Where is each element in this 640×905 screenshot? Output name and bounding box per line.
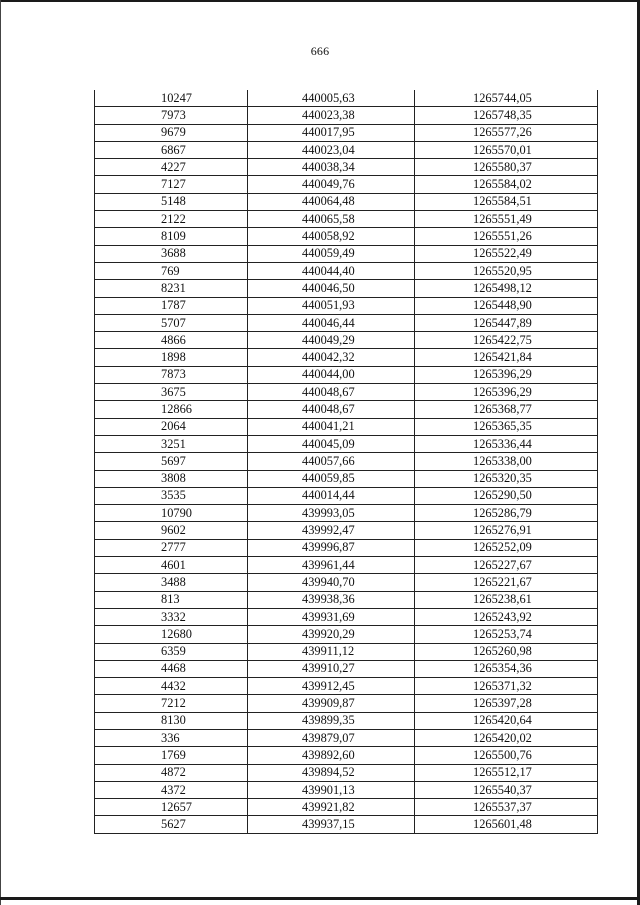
scan-border-left: [0, 0, 1, 905]
point-id-cell: 336: [95, 729, 248, 746]
x-coordinate-cell: 439992,47: [248, 522, 415, 539]
y-coordinate-cell: 1265260,98: [415, 643, 598, 660]
table-row: [95, 539, 598, 556]
point-id-cell: 12657: [95, 799, 248, 816]
y-coordinate-cell: 1265396,29: [415, 384, 598, 401]
table-row: [95, 349, 598, 366]
y-coordinate-cell: 1265744,05: [415, 90, 598, 107]
y-coordinate-cell: 1265551,26: [415, 228, 598, 245]
table-row: [95, 280, 598, 297]
y-coordinate-cell: 1265748,35: [415, 107, 598, 124]
table-row: [95, 401, 598, 418]
table-row: [95, 176, 598, 193]
table-row: [95, 453, 598, 470]
table-row: [95, 107, 598, 124]
x-coordinate-cell: 440048,67: [248, 401, 415, 418]
y-coordinate-cell: 1265520,95: [415, 262, 598, 279]
point-id-cell: 8231: [95, 280, 248, 297]
x-coordinate-cell: 440023,38: [248, 107, 415, 124]
y-coordinate-cell: 1265540,37: [415, 781, 598, 798]
table-row: [95, 660, 598, 677]
x-coordinate-cell: 439938,36: [248, 591, 415, 608]
y-coordinate-cell: 1265276,91: [415, 522, 598, 539]
point-id-cell: 4227: [95, 159, 248, 176]
x-coordinate-cell: 440045,09: [248, 435, 415, 452]
x-coordinate-cell: 440023,04: [248, 141, 415, 158]
x-coordinate-cell: 440038,34: [248, 159, 415, 176]
point-id-cell: 5148: [95, 193, 248, 210]
x-coordinate-cell: 440017,95: [248, 124, 415, 141]
y-coordinate-cell: 1265447,89: [415, 314, 598, 331]
x-coordinate-cell: 440059,49: [248, 245, 415, 262]
point-id-cell: 7212: [95, 695, 248, 712]
point-id-cell: 6359: [95, 643, 248, 660]
y-coordinate-cell: 1265580,37: [415, 159, 598, 176]
table-row: [95, 435, 598, 452]
table-row: [95, 332, 598, 349]
x-coordinate-cell: 440057,66: [248, 453, 415, 470]
y-coordinate-cell: 1265584,51: [415, 193, 598, 210]
table-row: [95, 314, 598, 331]
y-coordinate-cell: 1265371,32: [415, 678, 598, 695]
table-row: [95, 557, 598, 574]
y-coordinate-cell: 1265252,09: [415, 539, 598, 556]
table-row: [95, 193, 598, 210]
y-coordinate-cell: 1265320,35: [415, 470, 598, 487]
x-coordinate-cell: 439910,27: [248, 660, 415, 677]
y-coordinate-cell: 1265227,67: [415, 557, 598, 574]
x-coordinate-cell: 439899,35: [248, 712, 415, 729]
y-coordinate-cell: 1265601,48: [415, 816, 598, 833]
y-coordinate-cell: 1265221,67: [415, 574, 598, 591]
table-row: [95, 159, 598, 176]
point-id-cell: 3332: [95, 608, 248, 625]
x-coordinate-cell: 439912,45: [248, 678, 415, 695]
x-coordinate-cell: 439879,07: [248, 729, 415, 746]
table-row: [95, 729, 598, 746]
x-coordinate-cell: 439894,52: [248, 764, 415, 781]
x-coordinate-cell: 439961,44: [248, 557, 415, 574]
point-id-cell: 1769: [95, 747, 248, 764]
table-row: [95, 245, 598, 262]
x-coordinate-cell: 440058,92: [248, 228, 415, 245]
table-row: [95, 418, 598, 435]
table-row: [95, 522, 598, 539]
point-id-cell: 6867: [95, 141, 248, 158]
x-coordinate-cell: 440041,21: [248, 418, 415, 435]
point-id-cell: 2122: [95, 211, 248, 228]
y-coordinate-cell: 1265522,49: [415, 245, 598, 262]
point-id-cell: 3251: [95, 435, 248, 452]
table-row: [95, 470, 598, 487]
table-row: [95, 297, 598, 314]
point-id-cell: 10790: [95, 505, 248, 522]
point-id-cell: 9602: [95, 522, 248, 539]
x-coordinate-cell: 440065,58: [248, 211, 415, 228]
point-id-cell: 7873: [95, 366, 248, 383]
table-row: [95, 262, 598, 279]
y-coordinate-cell: 1265397,28: [415, 695, 598, 712]
table-row: [95, 764, 598, 781]
table-row: [95, 487, 598, 504]
y-coordinate-cell: 1265420,64: [415, 712, 598, 729]
scan-border-top: [0, 0, 640, 2]
y-coordinate-cell: 1265570,01: [415, 141, 598, 158]
point-id-cell: 1787: [95, 297, 248, 314]
point-id-cell: 10247: [95, 90, 248, 107]
point-id-cell: 4872: [95, 764, 248, 781]
y-coordinate-cell: 1265238,61: [415, 591, 598, 608]
x-coordinate-cell: 440046,44: [248, 314, 415, 331]
point-id-cell: 3808: [95, 470, 248, 487]
point-id-cell: 4866: [95, 332, 248, 349]
x-coordinate-cell: 439892,60: [248, 747, 415, 764]
table-row: [95, 90, 598, 107]
point-id-cell: 2777: [95, 539, 248, 556]
coordinates-table-body: [95, 90, 598, 833]
point-id-cell: 7973: [95, 107, 248, 124]
table-row: [95, 211, 598, 228]
point-id-cell: 5627: [95, 816, 248, 833]
table-row: [95, 781, 598, 798]
scan-border-bottom: [0, 897, 640, 900]
table-row: [95, 366, 598, 383]
x-coordinate-cell: 439901,13: [248, 781, 415, 798]
x-coordinate-cell: 440014,44: [248, 487, 415, 504]
point-id-cell: 5707: [95, 314, 248, 331]
y-coordinate-cell: 1265500,76: [415, 747, 598, 764]
y-coordinate-cell: 1265421,84: [415, 349, 598, 366]
point-id-cell: 813: [95, 591, 248, 608]
x-coordinate-cell: 440048,67: [248, 384, 415, 401]
table-row: [95, 591, 598, 608]
table-row: [95, 816, 598, 833]
table-row: [95, 228, 598, 245]
y-coordinate-cell: 1265422,75: [415, 332, 598, 349]
point-id-cell: 4432: [95, 678, 248, 695]
x-coordinate-cell: 439996,87: [248, 539, 415, 556]
y-coordinate-cell: 1265290,50: [415, 487, 598, 504]
point-id-cell: 5697: [95, 453, 248, 470]
point-id-cell: 4372: [95, 781, 248, 798]
y-coordinate-cell: 1265448,90: [415, 297, 598, 314]
y-coordinate-cell: 1265512,17: [415, 764, 598, 781]
y-coordinate-cell: 1265577,26: [415, 124, 598, 141]
x-coordinate-cell: 439937,15: [248, 816, 415, 833]
table-row: [95, 141, 598, 158]
x-coordinate-cell: 440005,63: [248, 90, 415, 107]
point-id-cell: 3535: [95, 487, 248, 504]
table-row: [95, 124, 598, 141]
point-id-cell: 1898: [95, 349, 248, 366]
y-coordinate-cell: 1265498,12: [415, 280, 598, 297]
point-id-cell: 8130: [95, 712, 248, 729]
y-coordinate-cell: 1265243,92: [415, 608, 598, 625]
table-row: [95, 712, 598, 729]
point-id-cell: 7127: [95, 176, 248, 193]
point-id-cell: 4468: [95, 660, 248, 677]
y-coordinate-cell: 1265537,37: [415, 799, 598, 816]
table-row: [95, 505, 598, 522]
x-coordinate-cell: 440046,50: [248, 280, 415, 297]
x-coordinate-cell: 440051,93: [248, 297, 415, 314]
y-coordinate-cell: 1265336,44: [415, 435, 598, 452]
table-row: [95, 678, 598, 695]
x-coordinate-cell: 440044,40: [248, 262, 415, 279]
y-coordinate-cell: 1265286,79: [415, 505, 598, 522]
y-coordinate-cell: 1265420,02: [415, 729, 598, 746]
x-coordinate-cell: 440064,48: [248, 193, 415, 210]
x-coordinate-cell: 440042,32: [248, 349, 415, 366]
x-coordinate-cell: 439911,12: [248, 643, 415, 660]
y-coordinate-cell: 1265354,36: [415, 660, 598, 677]
y-coordinate-cell: 1265253,74: [415, 626, 598, 643]
point-id-cell: 8109: [95, 228, 248, 245]
y-coordinate-cell: 1265338,00: [415, 453, 598, 470]
x-coordinate-cell: 439931,69: [248, 608, 415, 625]
y-coordinate-cell: 1265368,77: [415, 401, 598, 418]
point-id-cell: 3488: [95, 574, 248, 591]
point-id-cell: 2064: [95, 418, 248, 435]
x-coordinate-cell: 440059,85: [248, 470, 415, 487]
coordinates-table: [94, 90, 598, 834]
x-coordinate-cell: 439993,05: [248, 505, 415, 522]
y-coordinate-cell: 1265396,29: [415, 366, 598, 383]
page-number: 666: [310, 44, 330, 58]
table-row: [95, 384, 598, 401]
x-coordinate-cell: 439921,82: [248, 799, 415, 816]
point-id-cell: 12866: [95, 401, 248, 418]
point-id-cell: 4601: [95, 557, 248, 574]
x-coordinate-cell: 439909,87: [248, 695, 415, 712]
x-coordinate-cell: 440044,00: [248, 366, 415, 383]
y-coordinate-cell: 1265365,35: [415, 418, 598, 435]
table-row: [95, 626, 598, 643]
table-row: [95, 695, 598, 712]
point-id-cell: 9679: [95, 124, 248, 141]
table-row: [95, 574, 598, 591]
table-row: [95, 799, 598, 816]
point-id-cell: 3675: [95, 384, 248, 401]
x-coordinate-cell: 440049,76: [248, 176, 415, 193]
y-coordinate-cell: 1265584,02: [415, 176, 598, 193]
table-row: [95, 747, 598, 764]
x-coordinate-cell: 440049,29: [248, 332, 415, 349]
table-row: [95, 608, 598, 625]
point-id-cell: 769: [95, 262, 248, 279]
table-row: [95, 643, 598, 660]
point-id-cell: 3688: [95, 245, 248, 262]
point-id-cell: 12680: [95, 626, 248, 643]
y-coordinate-cell: 1265551,49: [415, 211, 598, 228]
x-coordinate-cell: 439940,70: [248, 574, 415, 591]
x-coordinate-cell: 439920,29: [248, 626, 415, 643]
